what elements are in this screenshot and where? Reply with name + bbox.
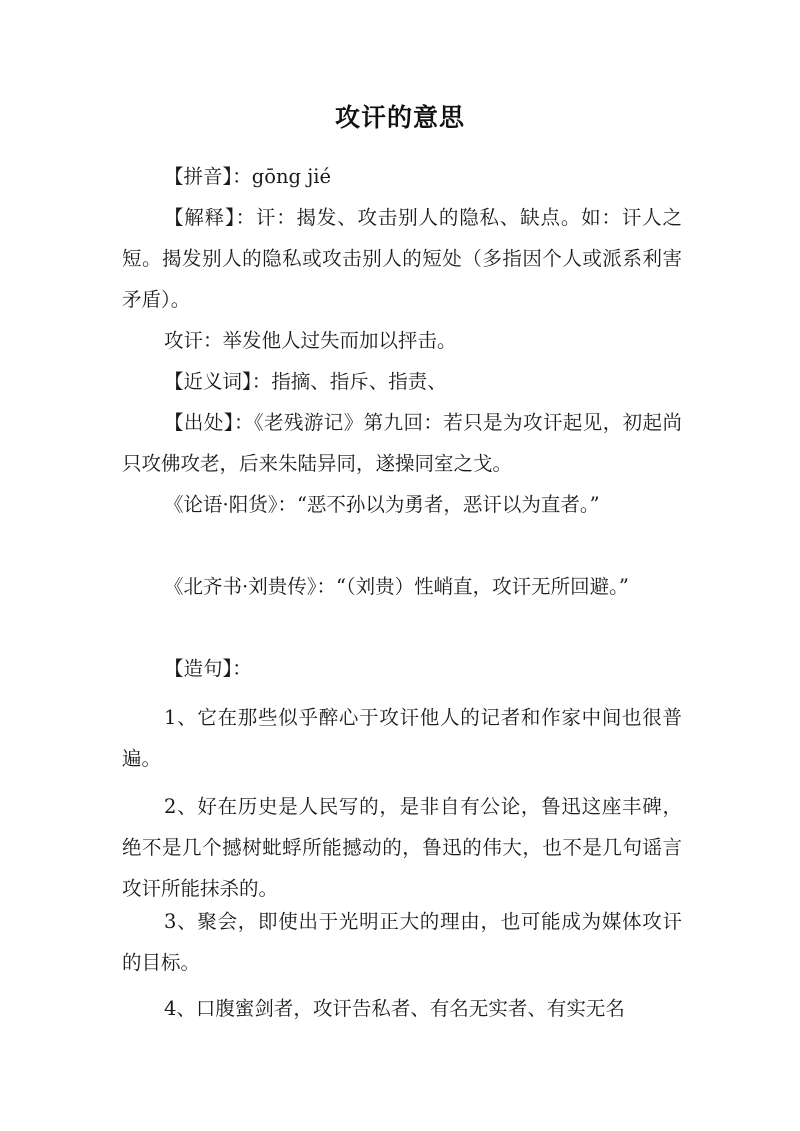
pinyin-paragraph: 【拼音】：gōng jié <box>164 165 332 188</box>
source-paragraph: 【出处】：《老残游记》第九回：若只是为攻讦起见，初起尚只攻佛攻老，后来朱陆异同，遂操同室之戈。 <box>122 411 682 475</box>
example-sentence-4: 4、口腹蜜剑者，攻讦告私者、有名无实者、有实无名 <box>164 997 625 1020</box>
beiqishu-quote-paragraph: 《北齐书·刘贵传》：“（刘贵）性峭直，攻讦无所回避。” <box>164 575 629 598</box>
example-sentence-2: 2、好在历史是人民写的，是非自有公论，鲁迅这座丰碑，绝不是几个撼树蚍蜉所能撼动的，鲁迅的伟大，也不是几句谣言攻讦所能抹杀的。 <box>122 795 682 900</box>
gongjie-definition-paragraph: 攻讦：举发他人过失而加以抨击。 <box>164 329 457 352</box>
example-sentence-3: 3、聚会，即使出于光明正大的理由，也可能成为媒体攻讦的目标。 <box>122 910 682 974</box>
synonyms-paragraph: 【近义词】：指摘、指斥、指责、 <box>164 370 447 393</box>
document-title: 攻讦的意思 <box>334 103 465 132</box>
lunyu-quote-paragraph: 《论语·阳货》：“恶不孙以为勇者，恶讦以为直者。” <box>164 493 600 516</box>
example-sentence-1: 1、它在那些似乎醉心于攻讦他人的记者和作家中间也很普遍。 <box>122 706 682 770</box>
example-sentences-heading: 【造句】： <box>164 657 252 680</box>
explanation-paragraph: 【解释】：讦：揭发、攻击别人的隐私、缺点。如：讦人之短。揭发别人的隐私或攻击别人的短处（多指因个人或派系利害矛盾）。 <box>122 206 682 311</box>
